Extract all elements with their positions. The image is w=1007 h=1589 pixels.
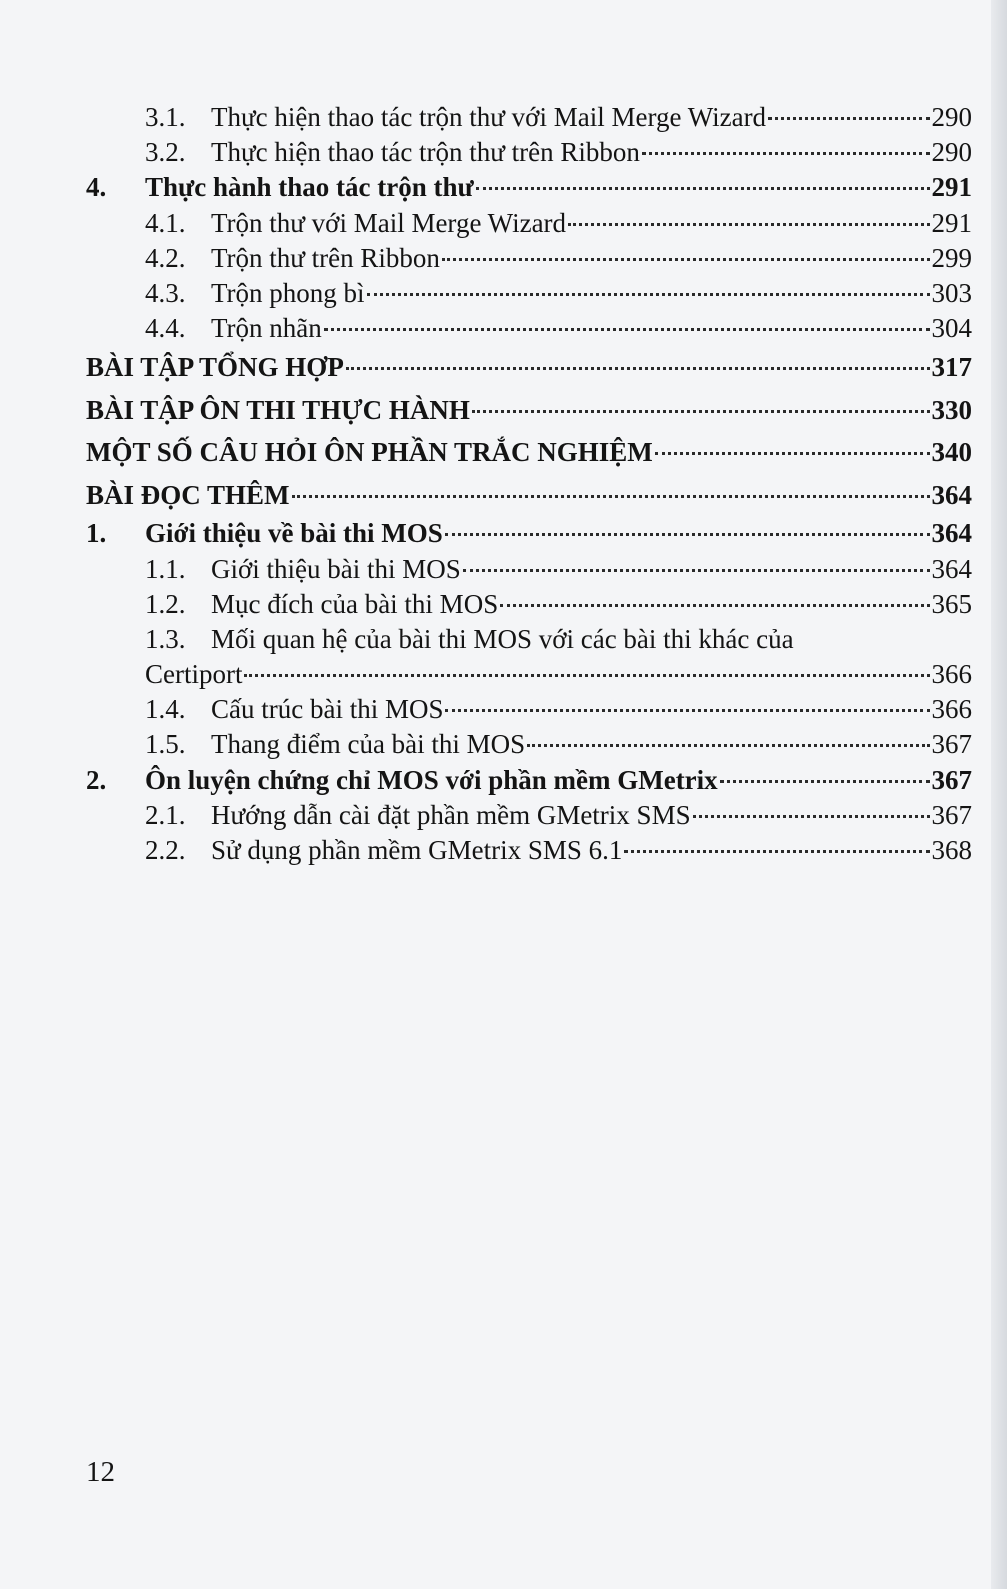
toc-entry[interactable] <box>86 311 972 346</box>
toc-entry-number: 3.1. <box>145 102 186 132</box>
toc-section-title: Thực hành thao tác trộn thư <box>145 172 474 203</box>
toc-chapter-page: 364 <box>931 479 972 510</box>
toc-chapter[interactable] <box>86 431 972 474</box>
toc-entry-page: 366 <box>931 694 972 725</box>
dot-leader <box>346 367 930 370</box>
toc-entry-number: 1.3. <box>145 623 186 654</box>
toc-entry-title-continuation: Certiport <box>145 659 243 690</box>
dot-leader <box>693 815 930 818</box>
toc-section-number: 4. <box>86 172 107 203</box>
toc-entry-title: Thực hiện thao tác trộn thư trên Ribbon <box>211 137 640 168</box>
dot-leader <box>445 533 930 536</box>
toc-entry-page: 290 <box>931 137 972 168</box>
toc-entry-title: Mối quan hệ của bài thi MOS với các bài thi khác của <box>211 623 794 654</box>
dot-leader <box>324 328 930 331</box>
toc-chapter[interactable] <box>86 346 972 389</box>
toc-entry-title: Thang điểm của bài thi MOS <box>211 729 526 760</box>
toc-entry-title: Giới thiệu bài thi MOS <box>211 553 461 584</box>
toc-entry-wrapped[interactable] <box>86 622 972 657</box>
table-of-contents <box>86 100 972 868</box>
toc-entry-number: 1.4. <box>145 694 186 725</box>
toc-entry[interactable] <box>86 833 972 868</box>
toc-entry[interactable] <box>86 798 972 833</box>
toc-entry[interactable] <box>86 552 972 587</box>
dot-leader <box>244 674 929 677</box>
dot-leader <box>500 604 929 607</box>
toc-entry-number: 4.2. <box>145 242 186 273</box>
toc-chapter-page: 330 <box>931 394 972 425</box>
toc-entry-continuation[interactable] <box>86 657 972 692</box>
toc-entry-page: 291 <box>931 207 972 238</box>
toc-entry-title: Trộn thư trên Ribbon <box>211 242 440 273</box>
dot-leader <box>445 709 929 712</box>
toc-entry-number: 1.1. <box>145 553 186 584</box>
toc-entry-title: Hướng dẫn cài đặt phần mềm GMetrix SMS <box>211 799 691 830</box>
toc-entry[interactable] <box>86 206 972 241</box>
toc-entry-title: Trộn phong bì <box>211 277 365 308</box>
toc-entry-number: 2.2. <box>145 835 186 865</box>
toc-entry-title: Cấu trúc bài thi MOS <box>211 694 444 725</box>
toc-entry-number: 4.1. <box>145 207 186 238</box>
toc-entry-page: 304 <box>931 313 972 344</box>
toc-entry-title: Thực hiện thao tác trộn thư với Mail Merge Wizard <box>211 102 767 132</box>
dot-leader <box>476 187 930 190</box>
toc-entry-page: 366 <box>931 659 972 690</box>
toc-entry[interactable] <box>86 276 972 311</box>
toc-chapter[interactable] <box>86 389 972 432</box>
toc-chapter-page: 340 <box>931 437 972 468</box>
toc-section-title: Ôn luyện chứng chỉ MOS với phần mềm GMetrix <box>145 764 718 795</box>
dot-leader <box>292 495 930 498</box>
toc-entry-title: Mục đích của bài thi MOS <box>211 588 499 619</box>
toc-chapter[interactable] <box>86 474 972 517</box>
dot-leader <box>568 223 929 226</box>
toc-entry-number: 2.1. <box>145 799 186 830</box>
dot-leader <box>367 293 930 296</box>
toc-section[interactable] <box>86 516 972 551</box>
dot-leader <box>720 780 930 783</box>
toc-entry-page: 365 <box>931 588 972 619</box>
dot-leader <box>655 452 930 455</box>
dot-leader <box>442 258 930 261</box>
dot-leader <box>472 410 930 413</box>
toc-entry-page: 290 <box>931 102 972 132</box>
toc-entry-page: 303 <box>931 277 972 308</box>
toc-entry-number: 4.3. <box>145 277 186 308</box>
toc-entry-title: Sử dụng phần mềm GMetrix SMS 6.1 <box>211 835 623 865</box>
dot-leader <box>768 117 929 120</box>
toc-entry-page: 364 <box>931 553 972 584</box>
toc-entry[interactable] <box>86 241 972 276</box>
toc-section-number: 2. <box>86 764 107 795</box>
dot-leader <box>527 744 929 747</box>
toc-chapter-title: BÀI ĐỌC THÊM <box>86 479 290 510</box>
dot-leader <box>642 152 930 155</box>
toc-entry-number: 3.2. <box>145 137 186 168</box>
dot-leader <box>463 569 930 572</box>
toc-section-page: 291 <box>931 172 972 203</box>
toc-entry-number: 1.2. <box>145 588 186 619</box>
toc-section-page: 367 <box>931 764 972 795</box>
toc-chapter-title: MỘT SỐ CÂU HỎI ÔN PHẦN TRẮC NGHIỆM <box>86 437 653 468</box>
toc-chapter-title: BÀI TẬP ÔN THI THỰC HÀNH <box>86 394 470 425</box>
toc-section-page: 364 <box>931 518 972 549</box>
toc-entry-number: 1.5. <box>145 729 186 760</box>
toc-section-title: Giới thiệu về bài thi MOS <box>145 518 443 549</box>
toc-section-number: 1. <box>86 518 107 549</box>
toc-entry[interactable] <box>86 587 972 622</box>
toc-chapter-title: BÀI TẬP TỔNG HỢP <box>86 352 344 383</box>
toc-entry[interactable] <box>86 135 972 170</box>
toc-section[interactable] <box>86 763 972 798</box>
toc-entry-page: 367 <box>931 799 972 830</box>
dot-leader <box>624 850 929 853</box>
toc-entry[interactable] <box>86 100 972 135</box>
toc-entry-number: 4.4. <box>145 313 186 344</box>
toc-entry[interactable] <box>86 727 972 762</box>
toc-entry-page: 367 <box>931 729 972 760</box>
page-number: 12 <box>86 1456 115 1488</box>
toc-entry-title: Trộn thư với Mail Merge Wizard <box>211 207 567 238</box>
toc-entry[interactable] <box>86 692 972 727</box>
toc-section[interactable] <box>86 170 972 205</box>
toc-chapter-page: 317 <box>931 352 972 383</box>
toc-entry-page: 299 <box>931 242 972 273</box>
toc-entry-page: 368 <box>931 835 972 865</box>
toc-entry-title: Trộn nhãn <box>211 313 322 344</box>
page-edge <box>991 0 1007 1589</box>
